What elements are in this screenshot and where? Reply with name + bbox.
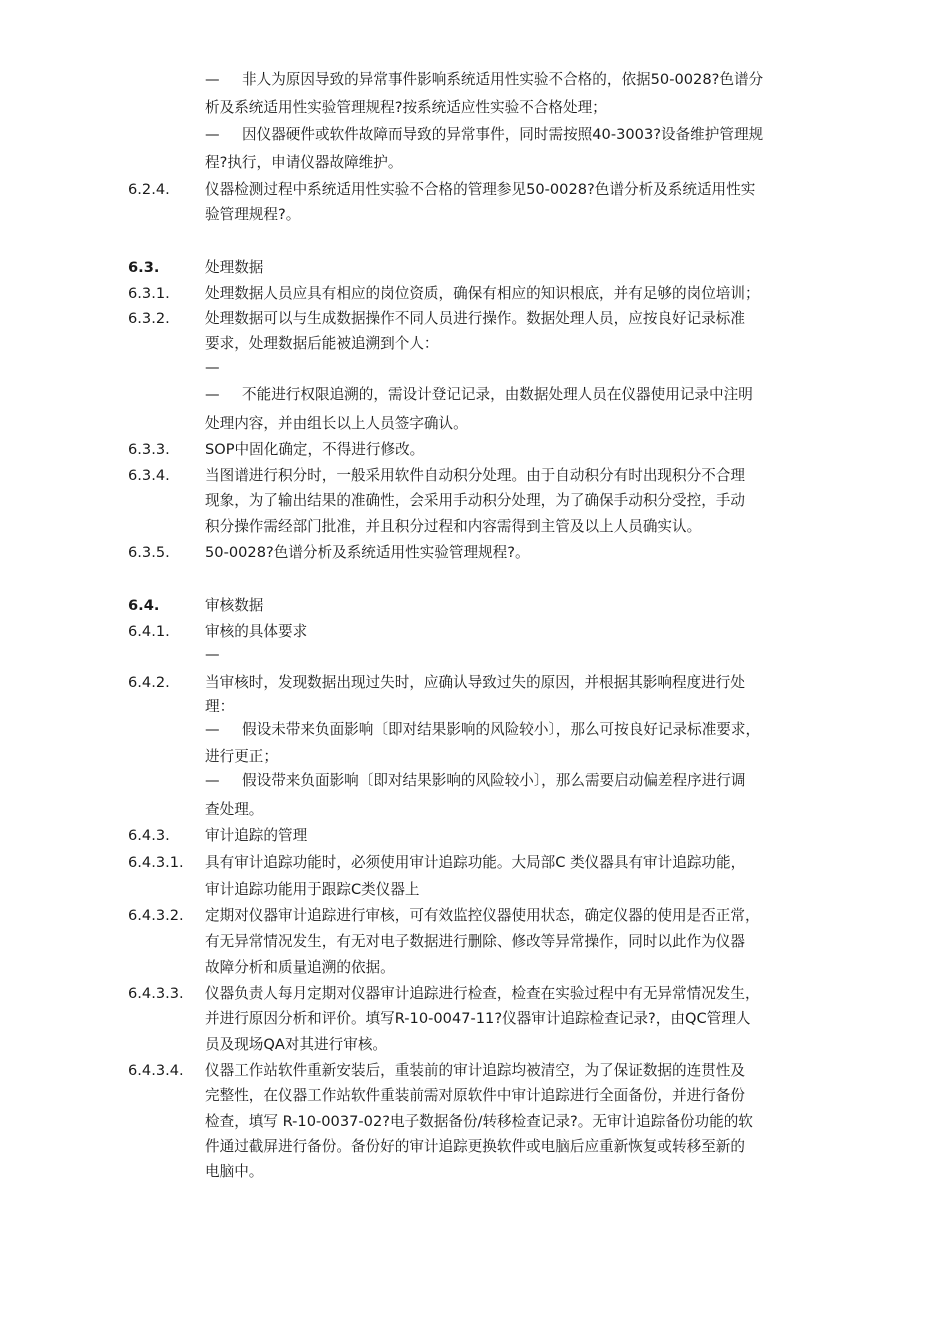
text-line: 定期对仪器审计追踪进行审核，可有效监控仪器使用状态，确定仪器的使用是否正常， bbox=[205, 907, 760, 924]
section-number: 6.2.4. bbox=[128, 181, 170, 198]
section-number: 6.4. bbox=[128, 597, 160, 614]
dash-bullet: — bbox=[205, 386, 220, 403]
text-line: 积分操作需经部门批准，并且积分过程和内容需得到主管及以上人员确实认。 bbox=[205, 518, 702, 535]
section-number: 6.3.2. bbox=[128, 310, 170, 327]
section-number: 6.4.3.2. bbox=[128, 907, 184, 924]
text-line: 审计追踪的管理 bbox=[205, 827, 308, 844]
text-line: 故障分析和质量追溯的依据。 bbox=[205, 959, 395, 976]
text-line: 处理数据 bbox=[205, 259, 264, 276]
text-line: 程?执行，申请仪器故障维护。 bbox=[205, 154, 403, 171]
dash-bullet: — bbox=[205, 71, 220, 88]
text-line: 现象，为了输出结果的准确性，会采用手动积分处理，为了确保手动积分受控，手动 bbox=[205, 492, 745, 509]
section-number: 6.3.3. bbox=[128, 441, 170, 458]
text-line: 要求，处理数据后能被追溯到个人： bbox=[205, 335, 439, 352]
section-number: 6.4.3. bbox=[128, 827, 170, 844]
text-line: 当图谱进行积分时，一般采用软件自动积分处理。由于自动积分有时出现积分不合理 bbox=[205, 467, 745, 484]
text-line: 查处理。 bbox=[205, 801, 264, 818]
text-line: 处理数据人员应具有相应的岗位资质，确保有相应的知识根底，并有足够的岗位培训； bbox=[205, 285, 760, 302]
text-line: 假设带来负面影响〔即对结果影响的风险较小〕，那么需要启动偏差程序进行调 bbox=[242, 772, 746, 789]
text-line: 检查，填写 R-10-0037-02?电子数据备份/转移检查记录?。无审计追踪备份功能的软 bbox=[205, 1113, 753, 1130]
text-line: 非人为原因导致的异常事件影响系统适用性实验不合格的，依据50-0028?色谱分 bbox=[242, 71, 764, 88]
section-number: 6.4.3.3. bbox=[128, 985, 184, 1002]
text-line: 50-0028?色谱分析及系统适用性实验管理规程?。 bbox=[205, 544, 530, 561]
text-line: 仪器工作站软件重新安装后，重装前的审计追踪均被清空，为了保证数据的连贯性及 bbox=[205, 1062, 745, 1079]
text-line: 审核的具体要求 bbox=[205, 623, 308, 640]
text-line: 仪器检测过程中系统适用性实验不合格的管理参见50-0028?色谱分析及系统适用性实 bbox=[205, 181, 756, 198]
text-line: 因仪器硬件或软件故障而导致的异常事件，同时需按照40-3003?设备维护管理规 bbox=[242, 126, 764, 143]
section-number: 6.4.2. bbox=[128, 674, 170, 691]
text-line: 处理数据可以与生成数据操作不同人员进行操作。数据处理人员，应按良好记录标准 bbox=[205, 310, 745, 327]
text-line: 员及现场QA对其进行审核。 bbox=[205, 1036, 388, 1053]
section-number: 6.3.4. bbox=[128, 467, 170, 484]
dash-bullet: — bbox=[205, 772, 220, 789]
dash-bullet: — bbox=[205, 646, 220, 663]
section-number: 6.3.1. bbox=[128, 285, 170, 302]
section-number: 6.3.5. bbox=[128, 544, 170, 561]
text-line: 具有审计追踪功能时，必须使用审计追踪功能。大局部C 类仪器具有审计追踪功能， bbox=[205, 854, 746, 871]
section-number: 6.4.1. bbox=[128, 623, 170, 640]
text-line: 并进行原因分析和评价。填写R-10-0047-11?仪器审计追踪检查记录?，由QC管理人 bbox=[205, 1010, 751, 1027]
text-line: 有无异常情况发生，有无对电子数据进行删除、修改等异常操作，同时以此作为仪器 bbox=[205, 933, 745, 950]
text-line: 进行更正； bbox=[205, 748, 278, 765]
text-line: 电脑中。 bbox=[205, 1163, 264, 1180]
text-line: 假设未带来负面影响〔即对结果影响的风险较小〕，那么可按良好记录标准要求， bbox=[242, 721, 761, 738]
text-line: 件通过截屏进行备份。备份好的审计追踪更换软件或电脑后应重新恢复或转移至新的 bbox=[205, 1138, 745, 1155]
text-line: 理： bbox=[205, 698, 235, 715]
text-line: SOP中固化确定，不得进行修改。 bbox=[205, 441, 425, 458]
text-line: 审计追踪功能用于跟踪C类仪器上 bbox=[205, 881, 420, 898]
section-number: 6.4.3.1. bbox=[128, 854, 184, 871]
text-line: 不能进行权限追溯的，需设计登记记录，由数据处理人员在仪器使用记录中注明 bbox=[242, 386, 753, 403]
text-line: 析及系统适用性实验管理规程?按系统适应性实验不合格处理； bbox=[205, 99, 607, 116]
text-line: 处理内容，并由组长以上人员签字确认。 bbox=[205, 415, 468, 432]
section-number: 6.4.3.4. bbox=[128, 1062, 184, 1079]
text-line: 仪器负责人每月定期对仪器审计追踪进行检查，检查在实验过程中有无异常情况发生， bbox=[205, 985, 760, 1002]
dash-bullet: — bbox=[205, 126, 220, 143]
dash-bullet: — bbox=[205, 721, 220, 738]
dash-bullet: — bbox=[205, 359, 220, 376]
section-number: 6.3. bbox=[128, 259, 160, 276]
text-line: 审核数据 bbox=[205, 597, 264, 614]
text-line: 验管理规程?。 bbox=[205, 206, 301, 223]
text-line: 完整性，在仪器工作站软件重装前需对原软件中审计追踪进行全面备份，并进行备份 bbox=[205, 1087, 745, 1104]
text-line: 当审核时，发现数据出现过失时，应确认导致过失的原因，并根据其影响程度进行处 bbox=[205, 674, 745, 691]
